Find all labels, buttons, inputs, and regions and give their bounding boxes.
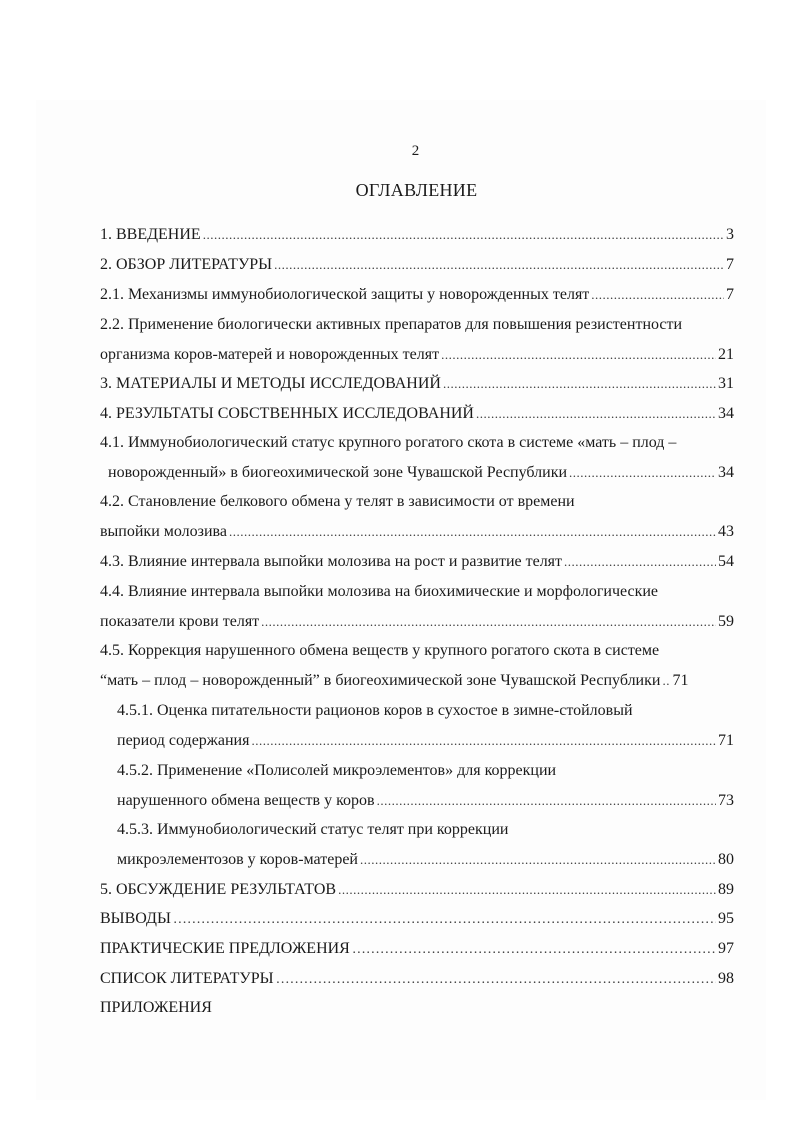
toc-entry-4-5-2[interactable]: [117, 761, 734, 811]
toc-leader-dots: [274, 255, 724, 275]
toc-entry-text-continued: новорожденный» в биогеохимической зоне Чувашской Республики: [108, 464, 568, 481]
toc-page-number: 7: [726, 286, 734, 303]
toc-leader-dots: [261, 612, 716, 632]
toc-page-number: 34: [718, 405, 734, 422]
toc-entry-text: 4.3. Влияние интервала выпойки молозива на рост и развитие телят: [100, 553, 563, 570]
toc-leader-dots: [662, 671, 670, 691]
toc-page-number: 73: [718, 792, 734, 809]
toc-page-number: 59: [718, 613, 734, 630]
toc-entry-4-5-3[interactable]: [117, 820, 734, 870]
toc-entry-4-5[interactable]: [100, 641, 734, 691]
toc-entry-discussion[interactable]: [100, 880, 734, 900]
toc-entry-text-continued: выпойки молозива: [100, 523, 227, 540]
toc-entry-text: 1. ВВЕДЕНИЕ: [100, 226, 201, 243]
toc-entry-4-2[interactable]: [100, 492, 734, 542]
toc-page-number: 95: [718, 910, 734, 927]
toc-entry-4-3[interactable]: [100, 552, 734, 572]
toc-entry-text: 5. ОБСУЖДЕНИЕ РЕЗУЛЬТАТОВ: [100, 881, 337, 898]
toc-entry-text: 4.4. Влияние интервала выпойки молозива на биохимические и морфологические: [100, 583, 659, 600]
toc-page-number: 54: [718, 553, 734, 570]
toc-entry-appendices[interactable]: [100, 998, 734, 1018]
toc-entry-4-4[interactable]: [100, 582, 734, 632]
toc-leader-dots: [569, 463, 716, 483]
toc-entry-text: ПРАКТИЧЕСКИЕ ПРЕДЛОЖЕНИЯ: [100, 940, 350, 957]
toc-leader-dots: [564, 552, 716, 572]
toc-page-number: 98: [718, 970, 734, 987]
toc-entry-conclusions[interactable]: [100, 909, 734, 930]
toc-page-number: 21: [718, 346, 734, 363]
toc-entry-references[interactable]: [100, 969, 734, 990]
toc-entry-text: 4.5.3. Иммунобиологический статус телят при коррекции: [117, 821, 509, 838]
toc-entry-text: 2.1. Механизмы иммунобиологической защиты у новорожденных телят: [100, 286, 590, 303]
toc-entry-text-continued: показатели крови телят: [100, 613, 260, 630]
toc-entry-introduction[interactable]: [100, 225, 734, 245]
toc-page-number: 89: [718, 881, 734, 898]
toc-entry-text: 4.5.1. Оценка питательности рационов коров в сухостое в зимне-стойловый: [117, 702, 633, 719]
toc-leader-dots: [443, 374, 716, 394]
toc-title: ОГЛАВЛЕНИЕ: [355, 180, 478, 200]
toc-entry-text-continued: “мать – плод – новорожденный” в биогеохимической зоне Чувашской Республики: [100, 672, 661, 689]
toc-entry-2-2[interactable]: [100, 315, 734, 365]
toc-entry-text: 4.5. Коррекция нарушенного обмена веществ у крупного рогатого скота в системе: [100, 642, 660, 659]
toc-entry-text: СПИСОК ЛИТЕРАТУРЫ: [100, 970, 274, 987]
toc-leader-dots: [276, 969, 716, 990]
toc-entry-text: 4.2. Становление белкового обмена у телят в зависимости от времени: [100, 493, 575, 510]
toc-page-number: 97: [718, 940, 734, 957]
toc-leader-dots: [352, 939, 716, 960]
toc-leader-dots: [173, 909, 716, 930]
toc-entry-text: 2. ОБЗОР ЛИТЕРАТУРЫ: [100, 256, 273, 273]
page-number: 2: [411, 143, 420, 159]
toc-entry-materials-methods[interactable]: [100, 374, 734, 394]
toc-entry-practical-proposals[interactable]: [100, 939, 734, 960]
toc-entry-text: 4. РЕЗУЛЬТАТЫ СОБСТВЕННЫХ ИССЛЕДОВАНИЙ: [100, 405, 474, 422]
toc-leader-dots: [441, 345, 716, 365]
toc-page-number: 80: [718, 851, 734, 868]
toc-leader-dots: [251, 731, 716, 751]
toc-leader-dots: [360, 850, 716, 870]
toc-page-number: 7: [726, 256, 734, 273]
toc-entry-literature-review[interactable]: [100, 255, 734, 275]
toc-entry-text: 2.2. Применение биологически активных препаратов для повышения резистентности: [100, 316, 683, 333]
toc-leader-dots: [591, 285, 724, 305]
toc-leader-dots: [338, 880, 716, 900]
toc-leader-dots: [229, 522, 716, 542]
toc-entry-text-continued: период содержания: [117, 732, 250, 749]
toc-entry-text: ВЫВОДЫ: [100, 910, 171, 927]
toc-page-number: 71: [718, 732, 734, 749]
toc-entry-text-continued: микроэлементозов у коров-матерей: [117, 851, 358, 868]
toc-leader-dots: [377, 791, 716, 811]
toc-entry-4-5-1[interactable]: [117, 701, 734, 751]
toc-page-number: 71: [672, 672, 689, 689]
toc-page-number: 34: [718, 464, 734, 481]
toc-entry-2-1[interactable]: [100, 285, 734, 305]
toc-entry-results[interactable]: [100, 404, 734, 424]
toc-entry-text: 3. МАТЕРИАЛЫ И МЕТОДЫ ИССЛЕДОВАНИЙ: [100, 375, 441, 392]
toc-entry-4-1[interactable]: [100, 433, 734, 483]
toc-leader-dots: [203, 225, 724, 245]
toc-page-number: 3: [726, 226, 734, 243]
toc-entry-text-continued: организма коров-матерей и новорожденных телят: [100, 346, 440, 363]
toc-page-number: 43: [718, 523, 734, 540]
toc-entry-text-continued: нарушенного обмена веществ у коров: [117, 792, 375, 809]
toc-entry-text: ПРИЛОЖЕНИЯ: [100, 999, 212, 1016]
toc-page-number: 31: [718, 375, 734, 392]
toc-entry-text: 4.1. Иммунобиологический статус крупного рогатого скота в системе «мать – плод –: [100, 434, 677, 451]
toc-leader-dots: [476, 404, 716, 424]
toc-entry-text: 4.5.2. Применение «Полисолей микроэлементов» для коррекции: [117, 762, 557, 779]
